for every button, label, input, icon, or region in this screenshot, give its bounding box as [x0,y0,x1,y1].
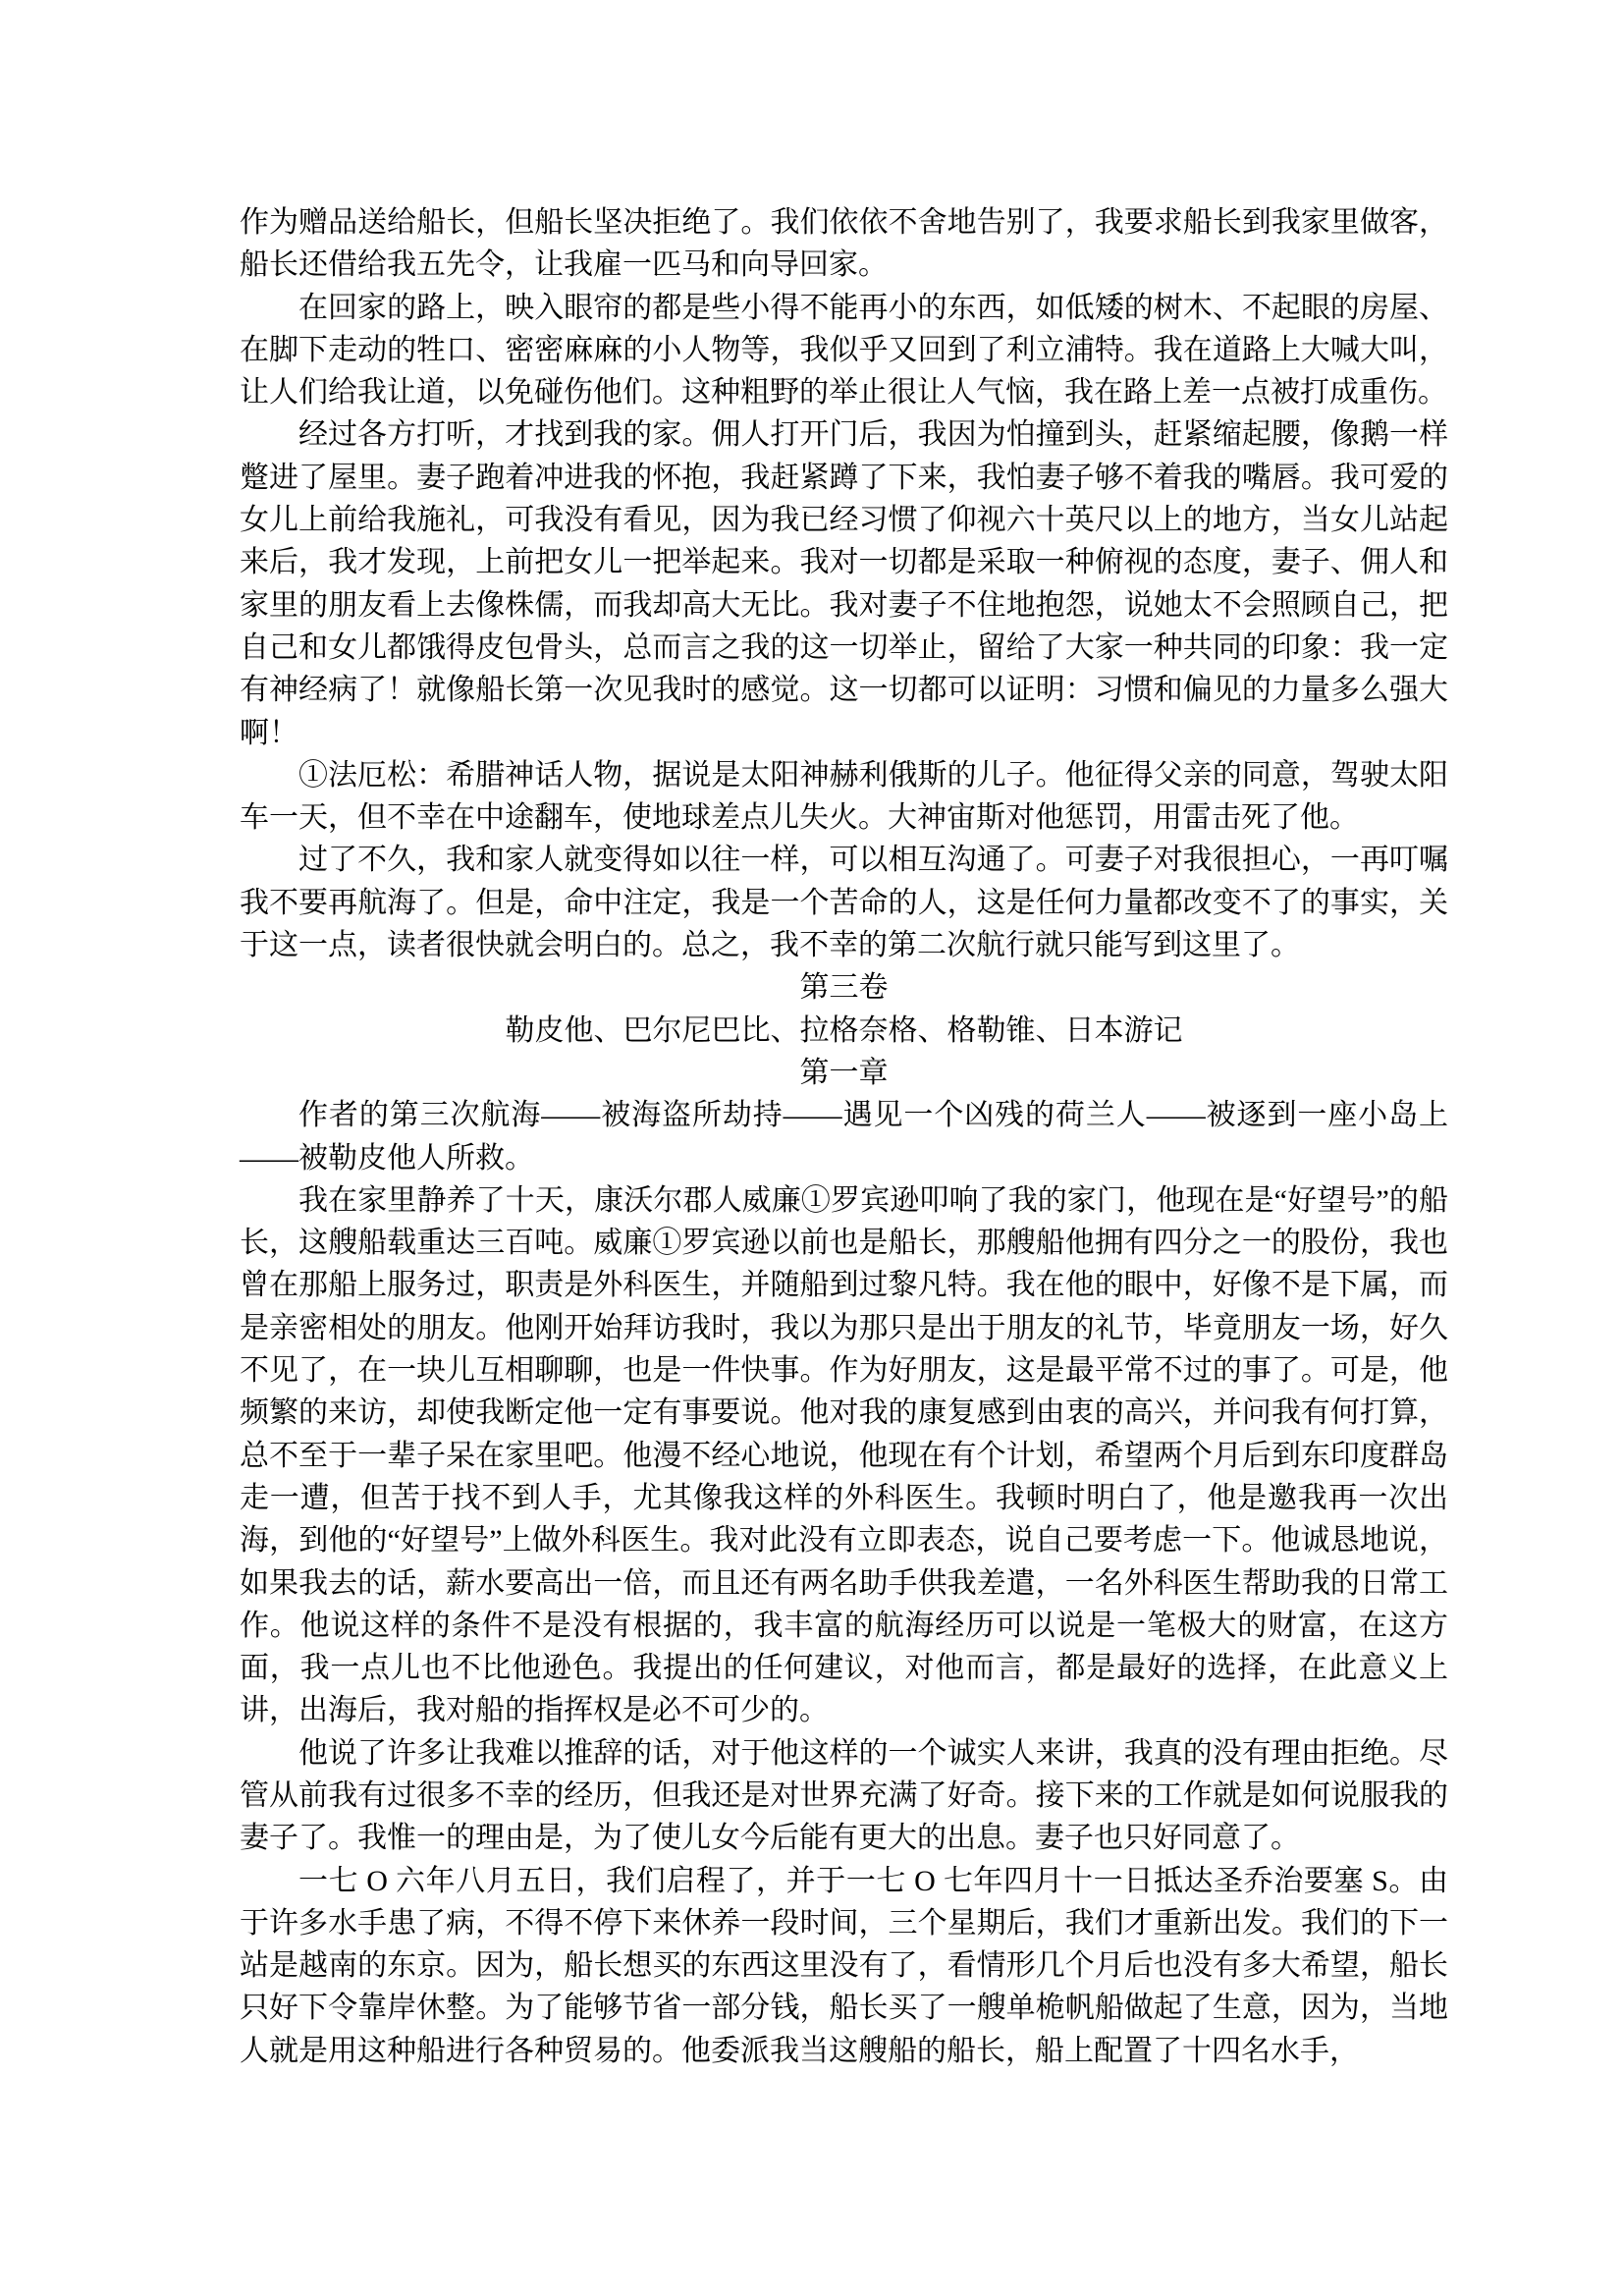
body-paragraph: 一七 O 六年八月五日，我们启程了，并于一七 O 七年四月十一日抵达圣乔治要塞 S。由于许多水手患了病，不得不停下来休养一段时间，三个星期后，我们才重新出发。我们的下一站是越南的东京。因为，船长想买的东西这里没有了，看情形几个月后也没有多大希望，船长只好下令靠岸休整。为了能够节省一部分钱，船长买了一艘单桅帆船做起了生意，因为，当地人就是用这种船进行各种贸易的。他委派我当这艘船的船长，船上配置了十四名水手， [240,1864,1448,2067]
body-paragraph: 我在家里静养了十天，康沃尔郡人威廉①罗宾逊叩响了我的家门，他现在是“好望号”的船长，这艘船载重达三百吨。威廉①罗宾逊以前也是船长，那艘船他拥有四分之一的股份，我也曾在那船上服务过，职责是外科医生，并随船到过黎凡特。我在他的眼中，好像不是下属，而是亲密相处的朋友。他刚开始拜访我时，我以为那只是出于朋友的礼节，毕竟朋友一场，好久不见了，在一块儿互相聊聊，也是一件快事。作为好朋友，这是最平常不过的事了。可是，他频繁的来访，却使我断定他一定有事要说。他对我的康复感到由衷的高兴，并问我有何打算，总不至于一辈子呆在家里吧。他漫不经心地说，他现在有个计划，希望两个月后到东印度群岛走一遭，但苦于找不到人手，尤其像我这样的外科医生。我顿时明白了，他是邀我再一次出海，到他的“好望号”上做外科医生。我对此没有立即表态，说自己要考虑一下。他诚恳地说，如果我去的话，薪水要高出一倍，而且还有两名助手供我差遣，一名外科医生帮助我的日常工作。他说这样的条件不是没有根据的，我丰富的航海经历可以说是一笔极大的财富，在这方面，我一点儿也不比他逊色。我提出的任何建议，对他而言，都是最好的选择，在此意义上讲，出海后，我对船的指挥权是必不可少的。 [240,1183,1448,1727]
chapter-title: 第一章 [799,1056,889,1089]
volume-title: 第三卷 [799,971,889,1005]
body-paragraph: 在回家的路上，映入眼帘的都是些小得不能再小的东西，如低矮的树木、不起眼的房屋、在脚下走动的牲口、密密麻麻的小人物等，我似乎又回到了利立浦特。我在道路上大喊大叫，让人们给我让道，以免碰伤他们。这种粗野的举止很让人气恼，我在路上差一点被打成重伤。 [240,291,1448,410]
book-subtitle: 勒皮他、巴尔尼巴比、拉格奈格、格勒锥、日本游记 [505,1013,1183,1047]
body-paragraph: 过了不久，我和家人就变得如以往一样，可以相互沟通了。可妻子对我很担心，一再叮嘱我不要再航海了。但是，命中注定，我是一个苦命的人，这是任何力量都改变不了的事实，关于这一点，读者很快就会明白的。总之，我不幸的第二次航行就只能写到这里了。 [240,844,1448,962]
chapter-summary: 作者的第三次航海——被海盗所劫持——遇见一个凶残的荷兰人——被逐到一座小岛上——被勒皮他人所救。 [240,1099,1448,1175]
body-paragraph: 他说了许多让我难以推辞的话，对于他这样的一个诚实人来讲，我真的没有理由拒绝。尽管从前我有过很多不幸的经历，但我还是对世界充满了好奇。接下来的工作就是如何说服我的妻子了。我惟一的理由是，为了使儿女今后能有更大的出息。妻子也只好同意了。 [240,1736,1448,1855]
body-paragraph-continued: 作为赠品送给船长，但船长坚决拒绝了。我们依依不舍地告别了，我要求船长到我家里做客，船长还借给我五先令，让我雇一匹马和向导回家。 [240,206,1448,282]
page-text-block [240,201,1448,2072]
body-paragraph: 经过各方打听，才找到我的家。佣人打开门后，我因为怕撞到头，赶紧缩起腰，像鹅一样蹩进了屋里。妻子跑着冲进我的怀抱，我赶紧蹲了下来，我怕妻子够不着我的嘴唇。我可爱的女儿上前给我施礼，可我没有看见，因为我已经习惯了仰视六十英尺以上的地方，当女儿站起来后，我才发现，上前把女儿一把举起来。我对一切都是采取一种俯视的态度，妻子、佣人和家里的朋友看上去像株儒，而我却高大无比。我对妻子不住地抱怨，说她太不会照顾自己，把自己和女儿都饿得皮包骨头，总而言之我的这一切举止，留给了大家一种共同的印象：我一定有神经病了！就像船长第一次见我时的感觉。这一切都可以证明：习惯和偏见的力量多么强大啊！ [240,418,1448,749]
footnote-text: ①法厄松：希腊神话人物，据说是太阳神赫利俄斯的儿子。他征得父亲的同意，驾驶太阳车一天，但不幸在中途翻车，使地球差点儿失火。大神宙斯对他惩罚，用雷击死了他。 [240,758,1448,835]
